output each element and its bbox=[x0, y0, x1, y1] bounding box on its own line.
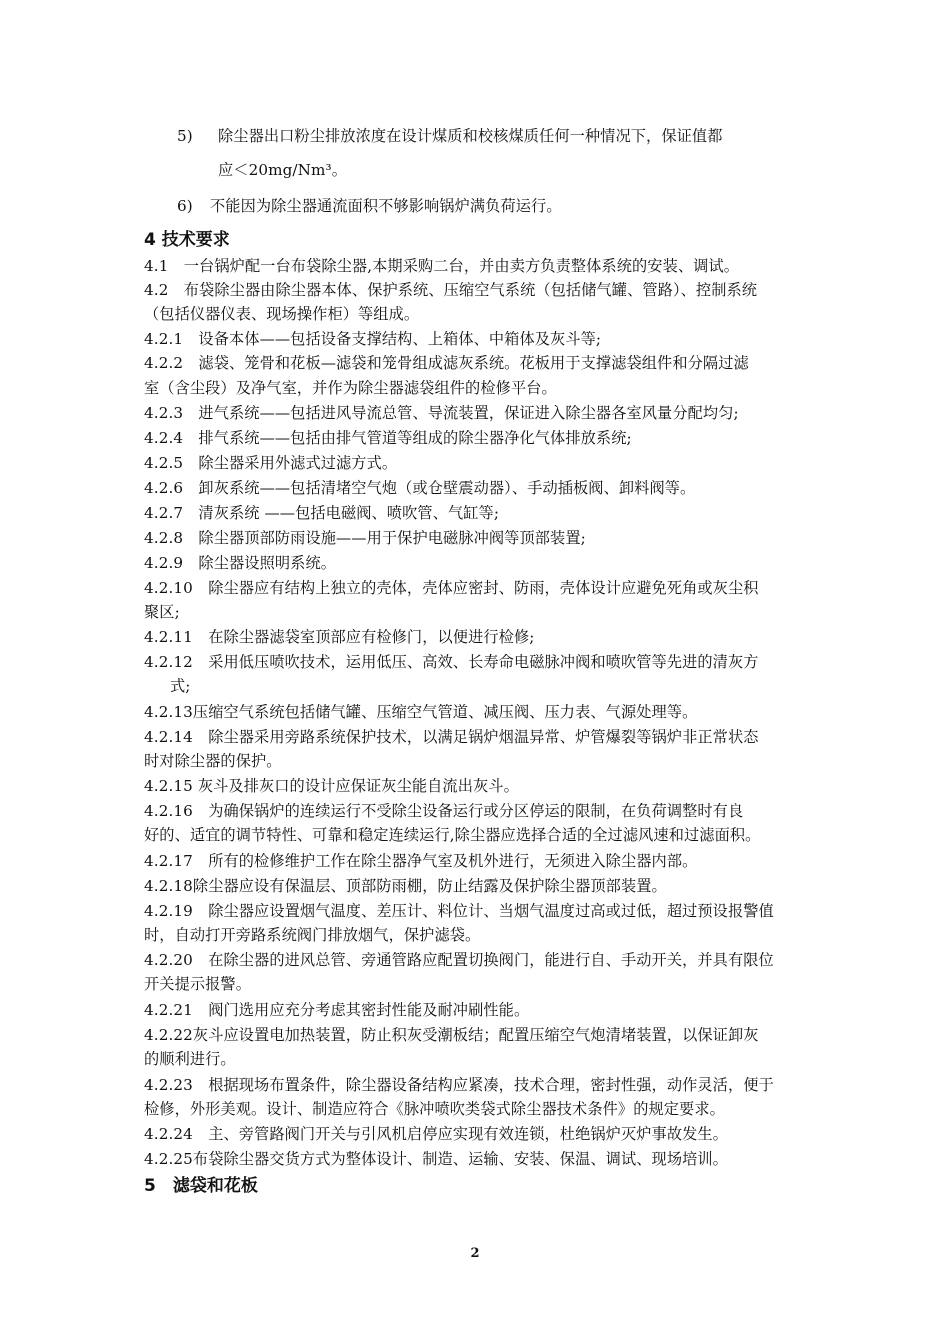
body-line: 4.2.24 主、旁管路阀门开关与引风机启停应实现有效连锁，杜绝锅炉灭炉事故发生。 bbox=[144, 1125, 728, 1143]
body-line: 4.2.7 清灰系统 ——包括电磁阀、喷吹管、气缸等; bbox=[144, 504, 500, 522]
body-line: 4.2.14 除尘器采用旁路系统保护技术，以满足锅炉烟温异常、炉管爆裂等锅炉非正常状态 bbox=[144, 728, 759, 746]
section-heading: 4 技术要求 bbox=[144, 230, 230, 250]
section-heading: 5 滤袋和花板 bbox=[144, 1176, 258, 1196]
body-line: 4.2.6 卸灰系统——包括清堵空气炮（或仓壁震动器）、手动插板阀、卸料阀等。 bbox=[144, 479, 696, 497]
body-line: 4.2.2 滤袋、笼骨和花板—滤袋和笼骨组成滤灰系统。花板用于支撑滤袋组件和分隔过滤 bbox=[144, 354, 749, 372]
body-line: 4.2.15 灰斗及排灰口的设计应保证灰尘能自流出灰斗。 bbox=[144, 777, 519, 795]
body-line: 4.2.4 排气系统——包括由排气管道等组成的除尘器净化气体排放系统; bbox=[144, 429, 632, 447]
body-line: 4.2.21 阀门选用应充分考虑其密封性能及耐冲刷性能。 bbox=[144, 1001, 530, 1019]
body-line: （包括仪器仪表、现场操作柜）等组成。 bbox=[144, 305, 420, 323]
list-item-text: 除尘器出口粉尘排放浓度在设计煤质和校核煤质任何一种情况下，保证值都 bbox=[218, 127, 723, 145]
body-line: 4.2.16 为确保锅炉的连续运行不受除尘设备运行或分区停运的限制，在负荷调整时有良 bbox=[144, 802, 744, 820]
list-item-text: 不能因为除尘器通流面积不够影响锅炉满负荷运行。 bbox=[210, 197, 562, 215]
body-line: 4.2.20 在除尘器的进风总管、旁通管路应配置切换阀门，能进行自、手动开关，并具有限位 bbox=[144, 951, 774, 969]
body-line: 4.2 布袋除尘器由除尘器本体、保护系统、压缩空气系统（包括储气罐、管路）、控制系统 bbox=[144, 281, 758, 299]
body-line: 的顺利进行。 bbox=[144, 1050, 236, 1068]
body-line: 4.2.19 除尘器应设置烟气温度、差压计、料位计、当烟气温度过高或过低，超过预设报警值 bbox=[144, 902, 774, 920]
body-line: 4.2.12 采用低压喷吹技术，运用低压、高效、长寿命电磁脉冲阀和喷吹管等先进的清灰方 bbox=[144, 653, 759, 671]
body-line: 4.2.5 除尘器采用外滤式过滤方式。 bbox=[144, 454, 398, 472]
body-line: 开关提示报警。 bbox=[144, 975, 252, 993]
body-line: 4.2.23 根据现场布置条件，除尘器设备结构应紧凑，技术合理，密封性强，动作灵活，便于 bbox=[144, 1076, 774, 1094]
body-line: 4.2.25布袋除尘器交货方式为整体设计、制造、运输、安装、保温、调试、现场培训。 bbox=[144, 1150, 728, 1168]
body-line: 检修，外形美观。设计、制造应符合《脉冲喷吹类袋式除尘器技术条件》的规定要求。 bbox=[144, 1100, 725, 1118]
list-item-text: 应＜20mg/Nm³。 bbox=[218, 161, 348, 179]
body-line: 时，自动打开旁路系统阀门排放烟气，保护滤袋。 bbox=[144, 926, 481, 944]
body-line: 4.2.1 设备本体——包括设备支撑结构、上箱体、中箱体及灰斗等; bbox=[144, 330, 602, 348]
body-line: 4.2.8 除尘器顶部防雨设施——用于保护电磁脉冲阀等顶部装置; bbox=[144, 529, 586, 547]
body-line: 4.2.22灰斗应设置电加热装置，防止积灰受潮板结；配置压缩空气炮清堵装置，以保证卸灰 bbox=[144, 1026, 759, 1044]
body-line: 4.2.10 除尘器应有结构上独立的壳体，壳体应密封、防雨，壳体设计应避免死角或灰尘积 bbox=[144, 579, 759, 597]
page-number: 2 bbox=[470, 1246, 480, 1261]
list-item-number: 5) bbox=[177, 127, 193, 145]
body-line: 4.2.9 除尘器设照明系统。 bbox=[144, 554, 337, 572]
body-line: 室（含尘段）及净气室，并作为除尘器滤袋组件的检修平台。 bbox=[144, 379, 557, 397]
body-line: 式; bbox=[170, 677, 191, 695]
body-line: 好的、适宜的调节特性、可靠和稳定连续运行,除尘器应选择合适的全过滤风速和过滤面积。 bbox=[144, 826, 761, 844]
body-line: 4.2.17 所有的检修维护工作在除尘器净气室及机外进行，无须进入除尘器内部。 bbox=[144, 852, 698, 870]
body-line: 4.2.11 在除尘器滤袋室顶部应有检修门，以便进行检修; bbox=[144, 628, 535, 646]
list-item-number: 6) bbox=[177, 197, 193, 215]
body-line: 聚区; bbox=[144, 603, 180, 621]
body-line: 时对除尘器的保护。 bbox=[144, 752, 282, 770]
body-line: 4.2.3 进气系统——包括进风导流总管、导流装置，保证进入除尘器各室风量分配均匀; bbox=[144, 404, 739, 422]
body-line: 4.2.18除尘器应设有保温层、顶部防雨棚，防止结露及保护除尘器顶部装置。 bbox=[144, 877, 667, 895]
body-line: 4.2.13压缩空气系统包括储气罐、压缩空气管道、减压阀、压力表、气源处理等。 bbox=[144, 703, 698, 721]
body-line: 4.1 一台锅炉配一台布袋除尘器,本期采购二台，并由卖方负责整体系统的安装、调试。 bbox=[144, 257, 740, 275]
